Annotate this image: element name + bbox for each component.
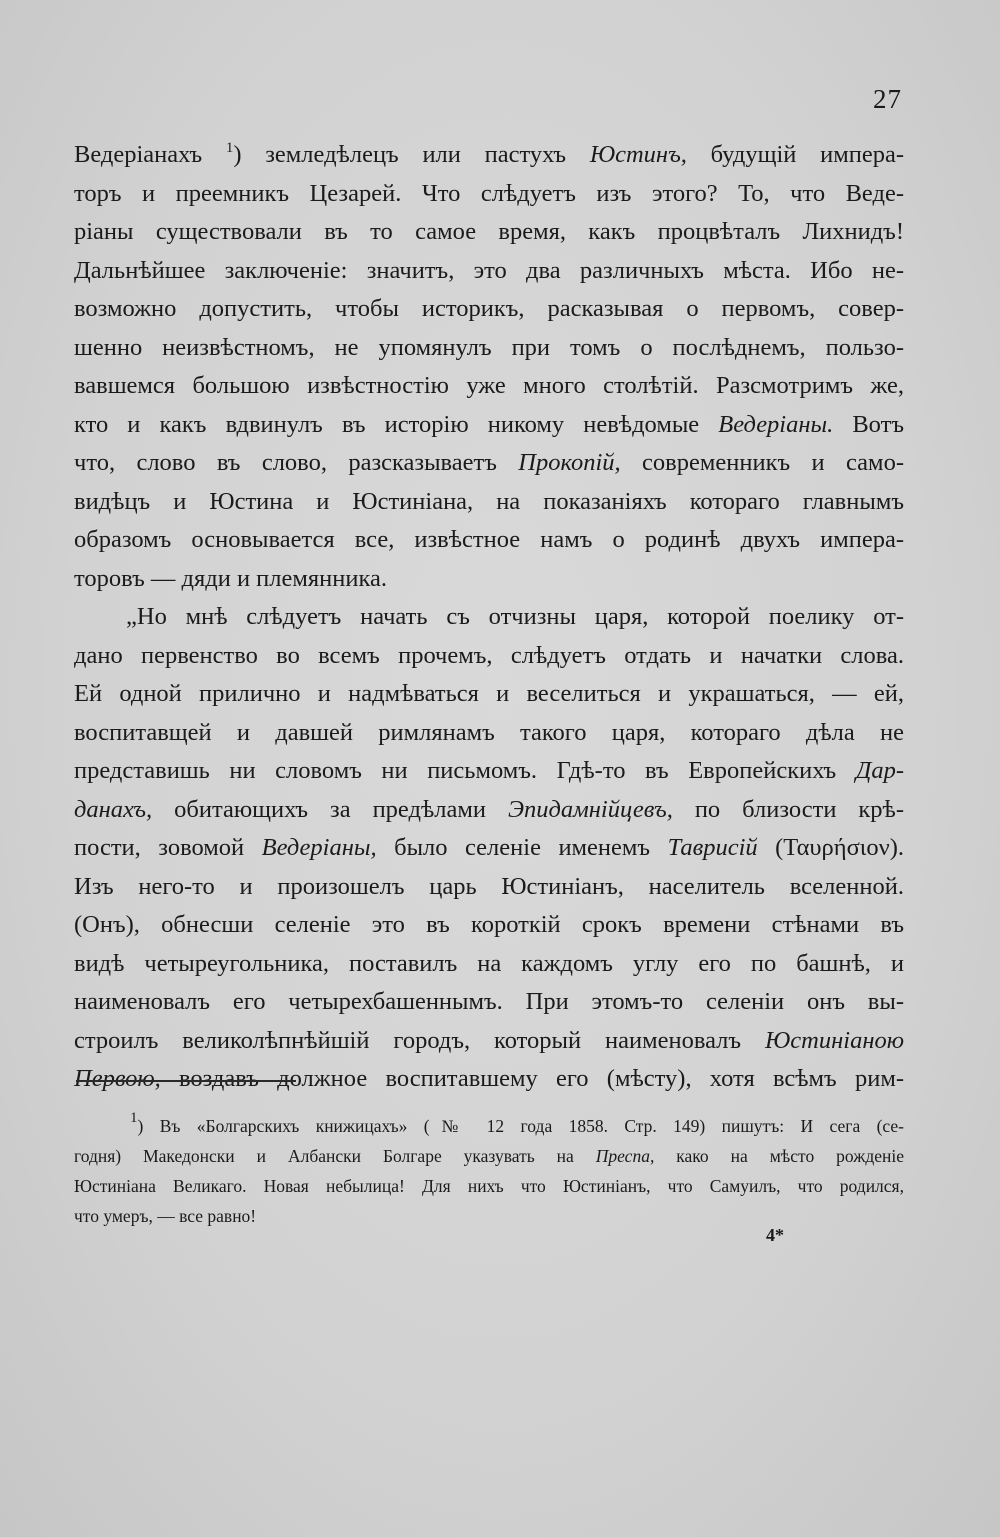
text-run: торъ и преемникъ Цезарей. Что слѣдуетъ изъ этого? То, что Веде- [74,179,904,207]
footnote-separator [76,1080,296,1082]
text-line [74,136,904,175]
text-run: видѣ четыреугольника, поставилъ на каждомъ углу его по башнѣ, и [74,949,904,977]
signature-mark: 4* [766,1225,784,1245]
italic-run: Таврисій [667,834,758,861]
text-run: Ей одной прилично и надмѣваться и веселиться и украшаться, — ей, [74,680,904,707]
text-line [74,213,904,252]
text-run: представишь ни словомъ ни письмомъ. Гдѣ-то въ Европейскихъ [74,757,856,784]
italic-run: Прокопій, [518,449,621,476]
text-line [74,329,904,368]
text-run: ріаны существовали въ то самое время, какъ процвѣталъ Лихнидъ! [74,218,904,245]
text-run: что, слово въ слово, разсказываетъ [74,449,519,476]
text-run: пости, зовомой [74,834,262,861]
text-run: воздавъ должное воспитавшему его (мѣсту), хотя всѣмъ рим- [160,1065,904,1092]
body-text [74,136,904,1099]
footnote-marker: 1 [225,140,234,156]
italic-run: Юстиніаною [765,1026,904,1054]
text-line [74,906,904,945]
text-line [74,175,904,214]
text-run: будущій импера- [686,141,904,168]
text-run: вавшемся большою извѣстностію уже много столѣтій. Разсмотримъ же, [74,372,904,399]
italic-run: Дар- [855,757,904,784]
text-run: торовъ — дяди и племянника. [74,564,388,592]
text-run: воспитавщей и давшей римлянамъ такого царя, котораго дѣла не [74,718,904,746]
text-run: наименовалъ его четырехбашеннымъ. При этомъ-то селеніи онъ вы- [74,988,904,1015]
italic-run: данахъ, [74,795,153,823]
text-line [74,675,904,714]
page-number: 27 [873,84,902,114]
italic-run: Первою, [74,1065,161,1092]
footnote-line [74,1171,904,1201]
text-line [74,598,904,637]
text-run: видѣцъ и Юстина и Юстиніана, на показаніяхъ котораго главнымъ [74,487,904,515]
text-run: возможно допустить, чтобы историкъ, расказывая о первомъ, совер- [74,295,904,322]
text-line [74,714,904,753]
text-line [74,290,904,329]
text-run: что умеръ, — все равно! [74,1206,257,1226]
text-run: обитающихъ за предѣлами [152,795,508,823]
text-run: (Онъ), обнесши селеніе это въ короткій срокъ времени стѣнами въ [74,911,904,938]
footnote-line [74,1111,904,1141]
text-run: ) земледѣлецъ или пастухъ [233,141,590,168]
footnote-line [74,1141,904,1171]
text-line [74,637,904,676]
text-run: Ведеріанахъ [74,141,226,168]
text-line [74,945,904,984]
text-run: современникъ и само- [620,449,904,476]
footnote-marker: 1 [130,1110,138,1126]
text-line [74,444,904,483]
text-run: образомъ основывается все, извѣстное намъ о родинѣ двухъ импера- [74,526,904,553]
text-run: по близости крѣ- [672,795,905,823]
text-run: „Но мнѣ слѣдуетъ начать съ отчизны царя, которой поелику от- [126,603,904,630]
text-run: дано первенство во всемъ прочемъ, слѣдуетъ отдать и начатки слова. [74,641,904,669]
text-line [74,983,904,1022]
italic-run: Эпидамнійцевъ, [507,795,673,823]
text-line [74,868,904,907]
text-line [74,406,904,445]
text-line [74,1022,904,1061]
text-line [74,752,904,791]
text-line [74,521,904,560]
text-line [74,483,904,522]
text-run: ) Въ «Болгарскихъ книжицахъ» (№ 12 года 1858. Стр. 149) пишутъ: И сега (се- [137,1116,904,1136]
text-run: строилъ великолѣпнѣйшій городъ, который наименовалъ [74,1026,765,1054]
text-run: Дальнѣйшее заключеніе: значитъ, это два различныхъ мѣста. Ибо не- [74,256,904,284]
text-run: Изъ него-то и произошелъ царь Юстиніанъ, населитель вселенной. [74,872,904,900]
text-run: Юстиніана Великаго. Новая небылица! Для нихъ что Юстиніанъ, что Самуилъ, что родился, [74,1176,904,1196]
text-run: како на мѣсто рожденіе [654,1146,904,1166]
text-run: было селеніе именемъ [376,834,668,861]
text-run: (Ταυρήσιον). [757,834,905,861]
italic-run: Юстинъ, [589,141,687,168]
text-line [74,367,904,406]
text-run: Вотъ [833,410,904,438]
italic-run: Преспа, [595,1146,655,1166]
text-line [74,829,904,868]
footnotes [74,1111,904,1231]
text-line [74,560,904,599]
text-run: шенно неизвѣстномъ, не упомянулъ при томъ о послѣднемъ, пользо- [74,333,904,361]
italic-run: Ведеріаны, [261,834,377,861]
italic-run: Ведеріаны. [718,410,834,438]
text-run: годня) Македонски и Албански Болгаре указувать на [74,1146,596,1166]
text-run: кто и какъ вдвинулъ въ исторію никому невѣдомые [74,410,719,438]
text-line [74,791,904,830]
text-line [74,252,904,291]
